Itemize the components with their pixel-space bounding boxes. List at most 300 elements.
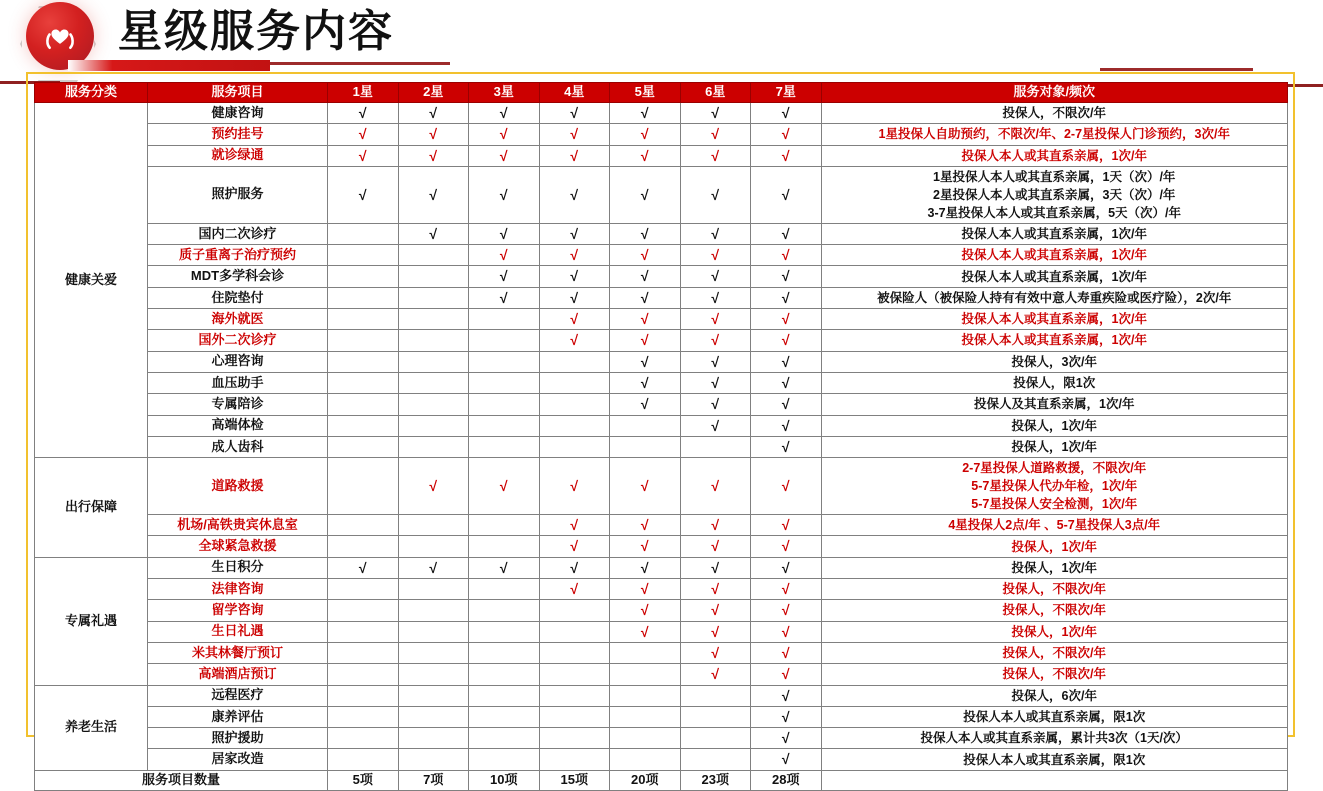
- star-4-cell: √: [539, 166, 610, 223]
- star-5-cell: √: [610, 309, 681, 330]
- column-header-8: 7星: [751, 83, 822, 103]
- service-object-cell: 投保人本人或其直系亲属，1次/年: [821, 330, 1288, 351]
- service-item-cell: 照护援助: [148, 728, 328, 749]
- table-row: [35, 706, 1288, 727]
- table-row: [35, 145, 1288, 166]
- star-3-cell: [469, 600, 540, 621]
- table-row: [35, 436, 1288, 457]
- column-header-0: 服务分类: [35, 83, 148, 103]
- star-4-cell: [539, 706, 610, 727]
- star-2-cell: [398, 621, 469, 642]
- star-6-cell: √: [680, 330, 751, 351]
- star-1-cell: [328, 351, 399, 372]
- service-item-cell: 法律咨询: [148, 579, 328, 600]
- star-2-cell: √: [398, 103, 469, 124]
- star-7-cell: √: [751, 223, 822, 244]
- star-7-cell: √: [751, 145, 822, 166]
- service-item-cell: 就诊绿通: [148, 145, 328, 166]
- star-6-cell: √: [680, 266, 751, 287]
- service-object-cell: 投保人本人或其直系亲属，1次/年: [821, 309, 1288, 330]
- star-7-cell: √: [751, 372, 822, 393]
- star-3-cell: [469, 515, 540, 536]
- star-3-cell: √: [469, 223, 540, 244]
- star-2-cell: [398, 536, 469, 557]
- star-3-cell: [469, 394, 540, 415]
- service-item-cell: 心理咨询: [148, 351, 328, 372]
- footer-count-star-1: 5项: [328, 770, 399, 790]
- star-3-cell: [469, 415, 540, 436]
- star-4-cell: [539, 436, 610, 457]
- table-row: [35, 579, 1288, 600]
- category-cell-1: 出行保障: [35, 458, 148, 558]
- table-row: [35, 351, 1288, 372]
- star-5-cell: [610, 415, 681, 436]
- star-2-cell: [398, 664, 469, 685]
- star-2-cell: [398, 436, 469, 457]
- star-2-cell: [398, 287, 469, 308]
- star-6-cell: √: [680, 145, 751, 166]
- table-row: [35, 372, 1288, 393]
- service-item-cell: 国外二次诊疗: [148, 330, 328, 351]
- star-1-cell: [328, 706, 399, 727]
- footer-label: 服务项目数量: [35, 770, 328, 790]
- star-2-cell: [398, 600, 469, 621]
- star-4-cell: √: [539, 145, 610, 166]
- star-7-cell: √: [751, 749, 822, 770]
- star-4-cell: √: [539, 245, 610, 266]
- star-6-cell: √: [680, 557, 751, 578]
- star-4-cell: [539, 685, 610, 706]
- table-row: [35, 515, 1288, 536]
- footer-row: [35, 770, 1288, 790]
- table-row: [35, 685, 1288, 706]
- service-object-cell: 投保人，1次/年: [821, 415, 1288, 436]
- star-7-cell: √: [751, 309, 822, 330]
- star-2-cell: [398, 245, 469, 266]
- star-5-cell: √: [610, 458, 681, 515]
- star-6-cell: √: [680, 458, 751, 515]
- service-object-cell: 投保人，1次/年: [821, 436, 1288, 457]
- category-cell-2: 专属礼遇: [35, 557, 148, 685]
- star-1-cell: [328, 309, 399, 330]
- service-item-cell: 国内二次诊疗: [148, 223, 328, 244]
- service-item-cell: MDT多学科会诊: [148, 266, 328, 287]
- service-item-cell: 海外就医: [148, 309, 328, 330]
- star-3-cell: [469, 536, 540, 557]
- service-item-cell: 机场/高铁贵宾休息室: [148, 515, 328, 536]
- star-1-cell: [328, 685, 399, 706]
- star-5-cell: √: [610, 124, 681, 145]
- star-3-cell: √: [469, 557, 540, 578]
- star-1-cell: [328, 515, 399, 536]
- star-4-cell: √: [539, 458, 610, 515]
- star-1-cell: [328, 245, 399, 266]
- service-object-cell: 投保人本人或其直系亲属，累计共3次（1天/次）: [821, 728, 1288, 749]
- star-7-cell: √: [751, 245, 822, 266]
- star-6-cell: [680, 706, 751, 727]
- star-7-cell: √: [751, 266, 822, 287]
- service-object-cell: 1星投保人自助预约，不限次/年、2-7星投保人门诊预约，3次/年: [821, 124, 1288, 145]
- table-header-row: [35, 83, 1288, 103]
- star-4-cell: √: [539, 287, 610, 308]
- star-2-cell: [398, 685, 469, 706]
- table-row: [35, 642, 1288, 663]
- service-object-cell: 投保人本人或其直系亲属，1次/年: [821, 266, 1288, 287]
- star-1-cell: √: [328, 166, 399, 223]
- table-row: [35, 166, 1288, 223]
- service-item-cell: 居家改造: [148, 749, 328, 770]
- star-5-cell: √: [610, 600, 681, 621]
- service-object-cell: 投保人，1次/年: [821, 621, 1288, 642]
- star-6-cell: √: [680, 245, 751, 266]
- star-3-cell: [469, 351, 540, 372]
- star-1-cell: [328, 728, 399, 749]
- table-row: [35, 458, 1288, 515]
- service-item-cell: 健康咨询: [148, 103, 328, 124]
- star-1-cell: [328, 579, 399, 600]
- star-2-cell: [398, 515, 469, 536]
- footer-count-star-6: 23项: [680, 770, 751, 790]
- page-header: [0, 0, 1323, 72]
- star-1-cell: √: [328, 103, 399, 124]
- star-6-cell: √: [680, 103, 751, 124]
- table-row: [35, 245, 1288, 266]
- star-7-cell: √: [751, 394, 822, 415]
- star-1-cell: √: [328, 557, 399, 578]
- star-1-cell: [328, 621, 399, 642]
- service-item-cell: 米其林餐厅预订: [148, 642, 328, 663]
- star-6-cell: [680, 728, 751, 749]
- star-6-cell: [680, 436, 751, 457]
- star-4-cell: √: [539, 124, 610, 145]
- service-object-cell: 投保人，不限次/年: [821, 103, 1288, 124]
- service-object-cell: 投保人本人或其直系亲属，限1次: [821, 706, 1288, 727]
- star-5-cell: √: [610, 287, 681, 308]
- star-1-cell: [328, 223, 399, 244]
- star-1-cell: [328, 749, 399, 770]
- star-3-cell: √: [469, 103, 540, 124]
- star-1-cell: [328, 287, 399, 308]
- star-4-cell: [539, 621, 610, 642]
- column-header-7: 6星: [680, 83, 751, 103]
- service-item-cell: 远程医疗: [148, 685, 328, 706]
- star-5-cell: [610, 664, 681, 685]
- star-1-cell: [328, 415, 399, 436]
- star-6-cell: √: [680, 351, 751, 372]
- star-4-cell: √: [539, 330, 610, 351]
- star-2-cell: [398, 706, 469, 727]
- star-4-cell: [539, 600, 610, 621]
- star-6-cell: √: [680, 223, 751, 244]
- star-4-cell: √: [539, 536, 610, 557]
- star-4-cell: [539, 749, 610, 770]
- service-object-cell: 投保人本人或其直系亲属，限1次: [821, 749, 1288, 770]
- star-4-cell: [539, 728, 610, 749]
- star-5-cell: √: [610, 621, 681, 642]
- star-4-cell: √: [539, 266, 610, 287]
- star-service-table: [34, 82, 1288, 791]
- star-3-cell: √: [469, 124, 540, 145]
- service-object-cell: 4星投保人2点/年 、5-7星投保人3点/年: [821, 515, 1288, 536]
- star-7-cell: √: [751, 436, 822, 457]
- table-row: [35, 103, 1288, 124]
- star-3-cell: [469, 579, 540, 600]
- service-item-cell: 留学咨询: [148, 600, 328, 621]
- star-7-cell: √: [751, 351, 822, 372]
- star-5-cell: √: [610, 330, 681, 351]
- star-3-cell: [469, 436, 540, 457]
- service-object-cell: 投保人，不限次/年: [821, 600, 1288, 621]
- service-item-cell: 照护服务: [148, 166, 328, 223]
- star-1-cell: [328, 436, 399, 457]
- star-5-cell: [610, 706, 681, 727]
- service-item-cell: 高端酒店预订: [148, 664, 328, 685]
- star-5-cell: √: [610, 351, 681, 372]
- star-5-cell: [610, 749, 681, 770]
- star-6-cell: √: [680, 579, 751, 600]
- service-object-cell: 投保人本人或其直系亲属，1次/年: [821, 245, 1288, 266]
- star-6-cell: [680, 749, 751, 770]
- star-6-cell: √: [680, 287, 751, 308]
- star-5-cell: √: [610, 579, 681, 600]
- star-7-cell: √: [751, 579, 822, 600]
- star-1-cell: √: [328, 145, 399, 166]
- table-row: [35, 557, 1288, 578]
- service-object-cell: 投保人，限1次: [821, 372, 1288, 393]
- star-7-cell: √: [751, 515, 822, 536]
- footer-count-star-4: 15项: [539, 770, 610, 790]
- star-6-cell: √: [680, 642, 751, 663]
- star-5-cell: √: [610, 103, 681, 124]
- footer-count-star-3: 10项: [469, 770, 540, 790]
- table-row: [35, 309, 1288, 330]
- title-underline-secondary: [270, 62, 450, 65]
- star-5-cell: [610, 728, 681, 749]
- star-3-cell: [469, 706, 540, 727]
- star-5-cell: √: [610, 394, 681, 415]
- table-row: [35, 536, 1288, 557]
- footer-count-star-7: 28项: [751, 770, 822, 790]
- star-7-cell: √: [751, 166, 822, 223]
- star-6-cell: √: [680, 309, 751, 330]
- star-3-cell: [469, 330, 540, 351]
- star-2-cell: [398, 266, 469, 287]
- star-4-cell: [539, 394, 610, 415]
- star-2-cell: [398, 579, 469, 600]
- star-1-cell: [328, 458, 399, 515]
- star-4-cell: √: [539, 223, 610, 244]
- star-1-cell: [328, 642, 399, 663]
- star-3-cell: [469, 309, 540, 330]
- star-7-cell: √: [751, 458, 822, 515]
- column-header-9: 服务对象/频次: [821, 83, 1288, 103]
- column-header-2: 1星: [328, 83, 399, 103]
- footer-count-star-5: 20项: [610, 770, 681, 790]
- star-2-cell: [398, 309, 469, 330]
- table-row: [35, 415, 1288, 436]
- service-object-cell: 投保人，6次/年: [821, 685, 1288, 706]
- star-2-cell: √: [398, 223, 469, 244]
- service-item-cell: 高端体检: [148, 415, 328, 436]
- star-1-cell: [328, 266, 399, 287]
- star-1-cell: [328, 664, 399, 685]
- star-7-cell: √: [751, 415, 822, 436]
- category-cell-3: 养老生活: [35, 685, 148, 770]
- star-2-cell: [398, 351, 469, 372]
- star-5-cell: √: [610, 223, 681, 244]
- star-5-cell: [610, 642, 681, 663]
- star-5-cell: [610, 685, 681, 706]
- star-7-cell: √: [751, 287, 822, 308]
- table-row: [35, 223, 1288, 244]
- service-object-cell: 2-7星投保人道路救援，不限次/年 5-7星投保人代办年检，1次/年 5-7星投保人安全检测，1次/年: [821, 458, 1288, 515]
- star-6-cell: √: [680, 664, 751, 685]
- service-object-cell: 投保人，1次/年: [821, 557, 1288, 578]
- star-7-cell: √: [751, 621, 822, 642]
- service-object-cell: 投保人及其直系亲属，1次/年: [821, 394, 1288, 415]
- table-row: [35, 600, 1288, 621]
- star-5-cell: √: [610, 145, 681, 166]
- page-title: 星级服务内容: [118, 7, 394, 56]
- star-5-cell: [610, 436, 681, 457]
- service-object-cell: 投保人本人或其直系亲属，1次/年: [821, 223, 1288, 244]
- star-1-cell: [328, 330, 399, 351]
- star-2-cell: [398, 415, 469, 436]
- star-3-cell: [469, 621, 540, 642]
- category-cell-0: 健康关爱: [35, 103, 148, 458]
- star-3-cell: [469, 642, 540, 663]
- service-item-cell: 生日积分: [148, 557, 328, 578]
- table-row: [35, 728, 1288, 749]
- star-4-cell: [539, 664, 610, 685]
- star-3-cell: √: [469, 266, 540, 287]
- star-3-cell: √: [469, 166, 540, 223]
- service-object-cell: 投保人，不限次/年: [821, 664, 1288, 685]
- star-3-cell: √: [469, 458, 540, 515]
- table-row: [35, 394, 1288, 415]
- footer-count-star-2: 7项: [398, 770, 469, 790]
- column-header-3: 2星: [398, 83, 469, 103]
- service-item-cell: 专属陪诊: [148, 394, 328, 415]
- table-body: [35, 103, 1288, 791]
- star-1-cell: √: [328, 124, 399, 145]
- title-underline: [68, 60, 270, 71]
- star-1-cell: [328, 394, 399, 415]
- star-4-cell: [539, 351, 610, 372]
- service-item-cell: 道路救援: [148, 458, 328, 515]
- service-item-cell: 质子重离子治疗预约: [148, 245, 328, 266]
- column-header-6: 5星: [610, 83, 681, 103]
- star-4-cell: [539, 415, 610, 436]
- star-3-cell: [469, 664, 540, 685]
- star-7-cell: √: [751, 600, 822, 621]
- table-row: [35, 621, 1288, 642]
- star-3-cell: √: [469, 287, 540, 308]
- star-4-cell: [539, 642, 610, 663]
- service-object-cell: 投保人本人或其直系亲属，1次/年: [821, 145, 1288, 166]
- star-7-cell: √: [751, 642, 822, 663]
- star-2-cell: [398, 749, 469, 770]
- star-5-cell: √: [610, 536, 681, 557]
- star-7-cell: √: [751, 706, 822, 727]
- star-7-cell: √: [751, 664, 822, 685]
- star-6-cell: √: [680, 372, 751, 393]
- star-7-cell: √: [751, 685, 822, 706]
- table-row: [35, 749, 1288, 770]
- star-4-cell: [539, 372, 610, 393]
- star-7-cell: √: [751, 124, 822, 145]
- right-accent-line-top: [1100, 68, 1253, 71]
- star-5-cell: √: [610, 266, 681, 287]
- star-7-cell: √: [751, 557, 822, 578]
- star-7-cell: √: [751, 536, 822, 557]
- star-2-cell: [398, 372, 469, 393]
- star-5-cell: √: [610, 372, 681, 393]
- service-item-cell: 住院垫付: [148, 287, 328, 308]
- star-3-cell: [469, 372, 540, 393]
- star-6-cell: √: [680, 515, 751, 536]
- service-item-cell: 生日礼遇: [148, 621, 328, 642]
- star-3-cell: √: [469, 245, 540, 266]
- star-4-cell: √: [539, 309, 610, 330]
- star-4-cell: √: [539, 103, 610, 124]
- star-1-cell: [328, 536, 399, 557]
- star-6-cell: √: [680, 415, 751, 436]
- star-3-cell: √: [469, 145, 540, 166]
- service-item-cell: 预约挂号: [148, 124, 328, 145]
- column-header-4: 3星: [469, 83, 540, 103]
- star-5-cell: √: [610, 515, 681, 536]
- column-header-5: 4星: [539, 83, 610, 103]
- star-5-cell: √: [610, 245, 681, 266]
- table-row: [35, 287, 1288, 308]
- service-item-cell: 血压助手: [148, 372, 328, 393]
- star-7-cell: √: [751, 103, 822, 124]
- service-object-cell: 投保人，1次/年: [821, 536, 1288, 557]
- service-item-cell: 康养评估: [148, 706, 328, 727]
- service-object-cell: 被保险人（被保险人持有有效中意人寿重疾险或医疗险），2次/年: [821, 287, 1288, 308]
- star-6-cell: √: [680, 600, 751, 621]
- star-2-cell: [398, 728, 469, 749]
- table-row: [35, 266, 1288, 287]
- star-7-cell: √: [751, 330, 822, 351]
- star-6-cell: [680, 685, 751, 706]
- star-4-cell: √: [539, 579, 610, 600]
- star-2-cell: [398, 394, 469, 415]
- service-item-cell: 全球紧急救援: [148, 536, 328, 557]
- service-item-cell: 成人齿科: [148, 436, 328, 457]
- table-row: [35, 124, 1288, 145]
- footer-object-cell: [821, 770, 1288, 790]
- star-2-cell: [398, 330, 469, 351]
- star-2-cell: √: [398, 166, 469, 223]
- table-row: [35, 664, 1288, 685]
- service-object-cell: 投保人，不限次/年: [821, 642, 1288, 663]
- service-object-cell: 投保人，不限次/年: [821, 579, 1288, 600]
- star-6-cell: √: [680, 166, 751, 223]
- star-2-cell: √: [398, 124, 469, 145]
- table-row: [35, 330, 1288, 351]
- star-5-cell: √: [610, 557, 681, 578]
- star-2-cell: √: [398, 458, 469, 515]
- star-3-cell: [469, 749, 540, 770]
- service-object-cell: 1星投保人本人或其直系亲属，1天（次）/年 2星投保人本人或其直系亲属，3天（次）/年 3-7星投保人本人或其直系亲属，5天（次）/年: [821, 166, 1288, 223]
- star-6-cell: √: [680, 124, 751, 145]
- star-3-cell: [469, 728, 540, 749]
- star-4-cell: √: [539, 557, 610, 578]
- star-7-cell: √: [751, 728, 822, 749]
- star-2-cell: [398, 642, 469, 663]
